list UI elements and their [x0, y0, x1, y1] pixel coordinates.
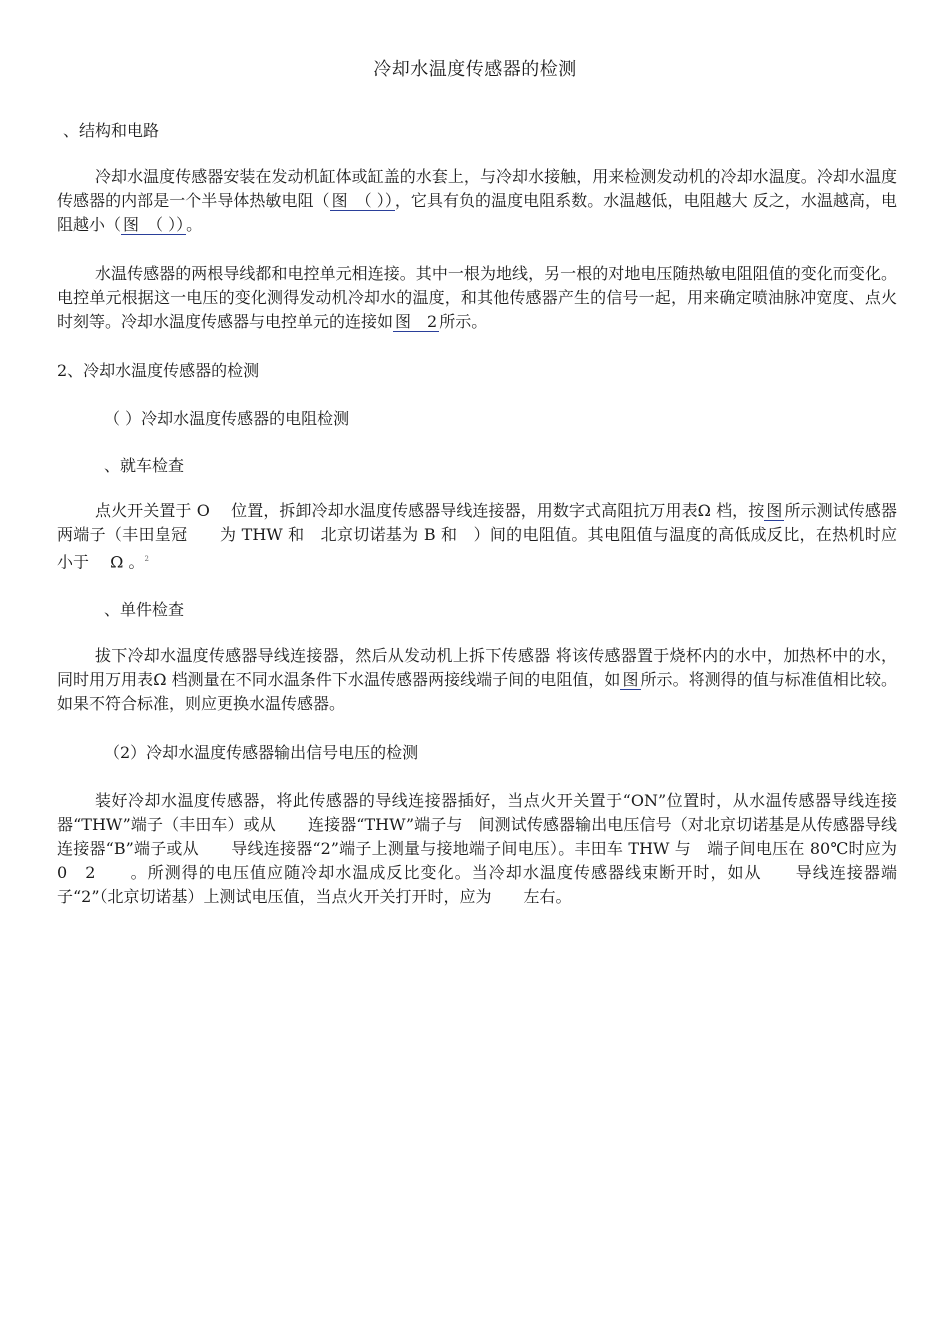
paragraph-text: 所示。 [439, 312, 488, 331]
figure-reference-link[interactable]: 图 （ ）） [123, 215, 185, 234]
paragraph-text: 水温传感器的两根导线都和电控单元相连接。其中一根为地线，另一根的对地电压随热敏电阻阻值的变化而变化。电控单元根据这一电压的变化测得发动机冷却水的温度，和其他传感器产生的信号一起，用来确定喷油脉冲宽度、点火时刻等。冷却水温度传感器与电控单元的连接如 [57, 264, 897, 331]
paragraph-wiring [57, 262, 897, 334]
paragraph-voltage-check: 装好冷却水温度传感器，将此传感器的导线连接器插好，当点火开关置于“ON”位置时，从水温传感器导线连接器“THW”端子（丰田车）或从 连接器“THW”端子与 间测试传感器输出电压信号（对北京切诺基是从传感器导线连接器“B”端子或从 导线连接器“2”端子上测量与接地端子间电压）。丰田车 THW 与 端子间电压在 80℃时应为 0 2 。所测得的电压值应随冷却水温成反比变化。当冷却水温度传感器线束断开时，如从 导线连接器端子“2”（北京切诺基）上测试电压值，当点火开关打开时，应为 左右。 [57, 791, 897, 906]
subsection-resistance-heading: （ ）冷却水温度传感器的电阻检测 [104, 409, 350, 428]
superscript-mark: 2 [144, 555, 149, 563]
paragraph-component-check [57, 644, 897, 716]
subsection-voltage-heading: （2）冷却水温度传感器输出信号电压的检测 [104, 743, 419, 762]
document-title: 冷却水温度传感器的检测 [373, 59, 577, 80]
figure-reference-link[interactable]: 图 [622, 670, 639, 689]
figure-reference-link[interactable]: 图 [766, 501, 783, 520]
paragraph-text: ，它具有负的温度电阻系数。水温越低，电阻越大 反之，水温越高，电阻越小（ [57, 191, 897, 234]
subsection-vehicle-check-heading: 、就车检查 [104, 456, 185, 475]
figure-reference-link[interactable]: 图 （ ）） [331, 191, 393, 210]
paragraph-text: 所示测试传感器两端子（丰田皇冠 为 THW 和 北京切诺基为 B 和 ）间的电阻值。其电阻值与温度的高低成反比，在热机时应小于 Ω 。 [57, 501, 897, 572]
subsection-component-check-heading: 、单件检查 [104, 600, 185, 619]
paragraph-text: 。 [186, 215, 203, 234]
paragraph-text: 冷却水温度传感器安装在发动机缸体或缸盖的水套上，与冷却水接触，用来检测发动机的冷却水温度。冷却水温度传感器的内部是一个半导体热敏电阻（ [57, 167, 897, 210]
paragraph-text: 拔下冷却水温度传感器导线连接器，然后从发动机上拆下传感器 将该传感器置于烧杯内的水中，加热杯中的水，同时用万用表Ω 档测量在不同水温条件下水温传感器两接线端子间的电阻值，如 [57, 646, 897, 689]
section-2-heading: 2、冷却水温度传感器的检测 [57, 361, 260, 380]
figure-reference-link[interactable]: 图 2 [395, 312, 438, 331]
paragraph-text: 点火开关置于 O 位置，拆卸冷却水温度传感器导线连接器，用数字式高阻抗万用表Ω 档，按 [95, 501, 765, 520]
paragraph-vehicle-check [57, 499, 897, 574]
paragraph-structure [57, 165, 897, 237]
paragraph-text: 所示。将测得的值与标准值相比较。如果不符合标准，则应更换水温传感器。 [57, 670, 897, 713]
section-1-heading: 、结构和电路 [63, 121, 160, 140]
